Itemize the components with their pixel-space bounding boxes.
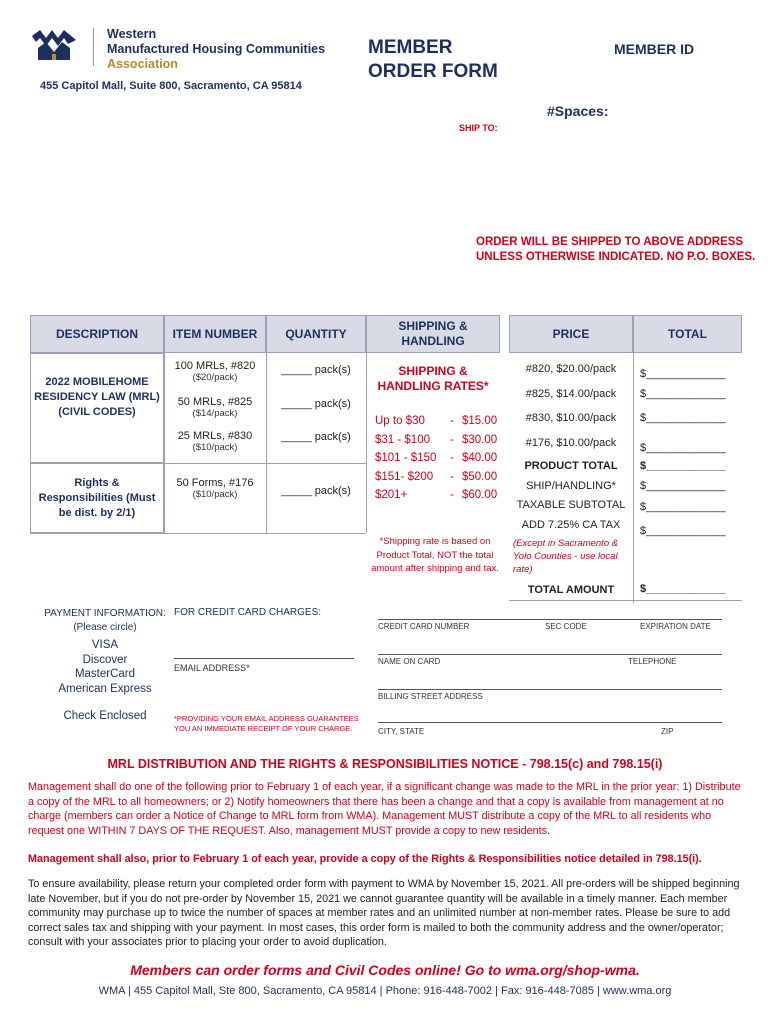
price-item: #825, $14.00/pack <box>525 388 617 400</box>
notice-title: MRL DISTRIBUTION AND THE RIGHTS & RESPONSIBILITIES NOTICE - 798.15(c) and 798.15(i) <box>107 757 663 771</box>
desc-rights: Rights & Responsibilities (Must be dist. by 2/1) <box>38 477 156 519</box>
email-note: *PROVIDING YOUR EMAIL ADDRESS GUARANTEES YOU AN IMMEDIATE RECEIPT OF YOUR CHARGE. <box>174 714 359 733</box>
notice-paragraph-1: Management shall do one of the following prior to February 1 of each year, if a significant change was made to the MRL in the prior year: 1) Distribute a copy of the MRL to all homeowners; or 2) Notify homeowners that there has been a change and that a copy is available from management at no charge (members can order a Notice of Change to MRL form from WMA). Management MUST distribute a copy of the MRL to all residents who request one WITHIN 7 DAYS OF THE REQUEST. Also, management MUST provide a copy to new residents. <box>28 781 741 837</box>
price-item: #820, $20.00/pack <box>525 363 617 375</box>
payment-label: PAYMENT INFORMATION: <box>44 608 166 619</box>
ship-handling-field[interactable]: $_____________ <box>640 480 726 492</box>
sec-code-label: SEC CODE <box>545 622 587 631</box>
quantity-field-820[interactable]: _____ pack(s) <box>281 364 351 376</box>
rate-row: $151- $200 - $50.00 <box>375 470 498 483</box>
item-pack-price: ($10/pack) <box>192 442 238 453</box>
card-number-label: CREDIT CARD NUMBER <box>378 622 470 631</box>
page-title <box>368 36 498 84</box>
ship-notice: ORDER WILL BE SHIPPED TO ABOVE ADDRESS UNLESS OTHERWISE INDICATED. NO P.O. BOXES. <box>476 236 756 263</box>
credit-card-label: FOR CREDIT CARD CHARGES: <box>174 607 322 618</box>
item-name: 100 MRLs, #820 <box>174 360 256 372</box>
product-total-label: PRODUCT TOTAL <box>524 460 618 472</box>
taxable-subtotal-label: TAXABLE SUBTOTAL <box>516 499 626 511</box>
payment-circle-hint: (Please circle) <box>73 622 137 633</box>
item-row <box>164 360 266 383</box>
payment-methods <box>44 638 166 696</box>
shipping-note: *Shipping rate is based on Product Total, NOT the total amount after shipping and tax. <box>371 536 499 574</box>
payment-amex[interactable]: American Express <box>58 682 152 695</box>
email-label: EMAIL ADDRESS* <box>174 663 250 673</box>
item-name: 25 MRLs, #830 <box>177 430 253 442</box>
shipping-rates-title: SHIPPING & HANDLING RATES* <box>377 364 489 393</box>
item-name: 50 Forms, #176 <box>176 477 254 489</box>
title-line-1: MEMBER <box>368 37 453 58</box>
item-row <box>164 430 266 453</box>
total-field-825[interactable]: $_____________ <box>640 388 726 400</box>
item-pack-price: ($14/pack) <box>192 408 238 419</box>
spaces-label: #Spaces: <box>547 103 609 119</box>
total-amount-label: TOTAL AMOUNT <box>527 584 615 596</box>
header-shipping: SHIPPING & HANDLING <box>366 315 500 353</box>
quantity-field-825[interactable]: _____ pack(s) <box>281 398 351 410</box>
org-line-3: Association <box>107 57 178 71</box>
city-state-input[interactable] <box>378 722 722 723</box>
org-name <box>107 27 325 72</box>
city-state-label: CITY, STATE <box>378 727 425 736</box>
billing-address-label: BILLING STREET ADDRESS <box>378 692 483 701</box>
price-item: #176, $10.00/pack <box>525 437 617 449</box>
total-field-820[interactable]: $_____________ <box>640 368 726 380</box>
quantity-field-830[interactable]: _____ pack(s) <box>281 431 351 443</box>
tax-note: (Except in Sacramento & Yolo Counties - use local rate) <box>513 538 619 575</box>
product-total-field[interactable]: $_____________ <box>640 460 726 472</box>
ca-tax-field[interactable]: $_____________ <box>640 525 726 537</box>
card-number-input[interactable] <box>378 619 722 620</box>
org-line-1: Western <box>107 27 157 41</box>
zip-label: ZIP <box>661 727 674 736</box>
quantity-field-176[interactable]: _____ pack(s) <box>281 485 351 497</box>
item-row <box>164 396 266 419</box>
payment-visa[interactable]: VISA <box>91 639 119 651</box>
desc-mrl: 2022 MOBILEHOME RESIDENCY LAW (MRL) (CIVIL CODES) <box>34 376 160 418</box>
header-item-number: ITEM NUMBER <box>164 315 266 353</box>
rate-row: $201+ - $60.00 <box>375 489 498 501</box>
email-input[interactable] <box>174 658 354 659</box>
item-pack-price: ($20/pack) <box>192 372 238 383</box>
rate-row: $101 - $150 - $40.00 <box>375 452 498 464</box>
header-total: TOTAL <box>633 315 742 353</box>
notice-paragraph-3: To ensure availability, please return your completed order form with payment to WMA by November 15, 2021. All pre-orders will be shipped beginning late November, but if you do not pre-order by November 15, 2021 we cannot guarantee quantity will be available in a timely manner. Each member community may purchase up to twice the number of spaces at member rates and an unlimited number at non-member rates. Please be sure to add correct sales tax and shipping with your payment. In most cases, this order form is mailed to both the community address and the owner/operator; consult with your associates prior to placing your order to avoid duplication. <box>28 878 740 949</box>
payment-info <box>44 607 166 635</box>
header-price: PRICE <box>509 315 633 353</box>
ship-to-label: SHIP TO: <box>459 123 498 133</box>
total-amount-field[interactable]: $_____________ <box>640 583 726 595</box>
footer-cta[interactable]: Members can order forms and Civil Codes online! Go to wma.org/shop-wma. <box>130 962 640 978</box>
shipping-rates-table <box>375 412 500 505</box>
payment-check[interactable]: Check Enclosed <box>63 710 147 722</box>
payment-mastercard[interactable]: MasterCard <box>74 668 136 680</box>
total-field-830[interactable]: $_____________ <box>640 412 726 424</box>
member-id-label: MEMBER ID <box>614 41 695 57</box>
price-item: #830, $10.00/pack <box>525 412 617 424</box>
ship-to-field[interactable] <box>505 120 745 220</box>
org-line-2: Manufactured Housing Communities <box>107 42 326 56</box>
expiration-label: EXPIRATION DATE <box>640 622 711 631</box>
header-description: DESCRIPTION <box>30 315 164 353</box>
telephone-label: TELEPHONE <box>628 657 677 666</box>
item-pack-price: ($10/pack) <box>192 489 238 500</box>
name-on-card-input[interactable] <box>378 654 722 655</box>
rate-row: $31 - $100 - $30.00 <box>375 433 498 446</box>
org-address: 455 Capitol Mall, Suite 800, Sacramento, CA 95814 <box>40 80 302 92</box>
wma-logo-icon <box>32 30 76 64</box>
ca-tax-label: ADD 7.25% CA TAX <box>521 519 621 531</box>
ship-handling-label: SHIP/HANDLING* <box>526 480 616 492</box>
rate-row: Up to $30 - $15.00 <box>375 415 498 427</box>
name-on-card-label: NAME ON CARD <box>378 657 441 666</box>
billing-address-input[interactable] <box>378 689 722 690</box>
item-name: 50 MRLs, #825 <box>177 396 253 408</box>
notice-paragraph-2: Management shall also, prior to February 1 of each year, provide a copy of the Rights & Responsibilities notice detailed in 798.15(i). <box>28 853 702 865</box>
taxable-subtotal-field[interactable]: $_____________ <box>640 501 726 513</box>
payment-discover[interactable]: Discover <box>82 653 128 666</box>
item-row <box>164 477 266 500</box>
footer-contact: WMA | 455 Capitol Mall, Ste 800, Sacramento, CA 95814 | Phone: 916-448-7002 | Fax: 916-448-7085 | www.wma.org <box>98 985 672 997</box>
header-quantity: QUANTITY <box>266 315 366 353</box>
total-field-176[interactable]: $_____________ <box>640 442 726 454</box>
title-line-2: ORDER FORM <box>368 61 498 82</box>
